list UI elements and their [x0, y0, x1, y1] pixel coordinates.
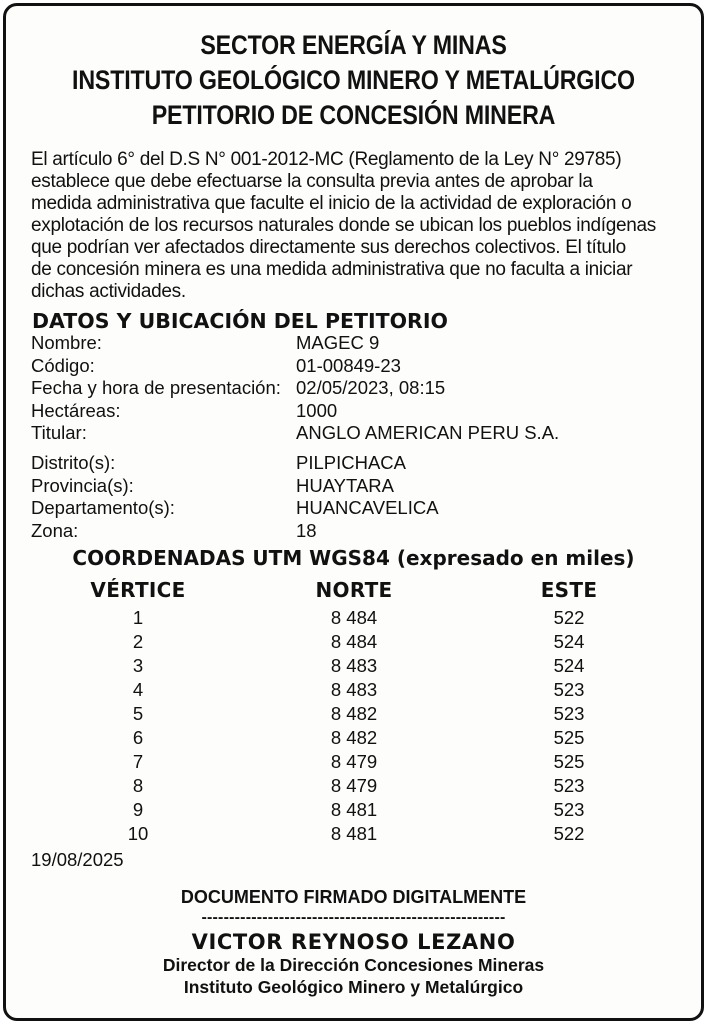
- intro-line: dichas actividades.: [31, 281, 186, 302]
- datos-row: [31, 377, 671, 400]
- document-header: [0, 28, 707, 133]
- header-sector: SECTOR ENERGÍA Y MINAS: [200, 30, 507, 60]
- north-coordinate: 8 484: [330, 607, 378, 628]
- publication-date: 19/08/2025: [31, 849, 124, 870]
- north-coordinate: 8 484: [330, 631, 378, 652]
- column-header-vertice: VÉRTICE: [90, 578, 186, 602]
- vertex-number: 7: [132, 751, 144, 772]
- signatory-institution: Instituto Geológico Minero y Metalúrgico: [183, 977, 524, 997]
- datos-label: Departamento(s):: [31, 497, 175, 518]
- coordinates-row: [31, 702, 681, 726]
- datos-label: Titular:: [31, 422, 87, 443]
- digital-signature-note: DOCUMENTO FIRMADO DIGITALMENTE: [180, 887, 527, 907]
- coordinates-table: [31, 578, 681, 846]
- datos-label: Distrito(s):: [31, 452, 116, 473]
- datos-value: 01-00849-23: [296, 354, 401, 376]
- north-coordinate: 8 481: [330, 799, 378, 820]
- vertex-number: 5: [132, 703, 144, 724]
- intro-line: establece que debe efectuarse la consulta previa antes de aprobar la: [31, 171, 593, 192]
- intro-line: El artículo 6° del D.S N° 001-2012-MC (Reglamento de la Ley N° 29785): [31, 149, 622, 170]
- coordinates-row: [31, 606, 681, 630]
- coordinates-row: [31, 678, 681, 702]
- east-coordinate: 525: [553, 751, 585, 772]
- coordinates-row: [31, 822, 681, 846]
- datos-label: Provincia(s):: [31, 474, 134, 496]
- east-coordinate: 523: [553, 679, 585, 700]
- signature-line: -------------------------------------------------------: [201, 909, 506, 926]
- datos-value: 18: [296, 519, 317, 541]
- column-header-norte: NORTE: [315, 578, 393, 602]
- vertex-number: 2: [132, 631, 144, 652]
- datos-value: ANGLO AMERICAN PERU S.A.: [296, 422, 560, 443]
- coordinates-row: [31, 630, 681, 654]
- datos-table-general: [31, 332, 671, 445]
- datos-value: 02/05/2023, 08:15: [296, 377, 446, 398]
- datos-value: PILPICHACA: [296, 452, 407, 473]
- coordinates-section-title: COORDENADAS UTM WGS84 (expresado en miles): [72, 546, 635, 570]
- header-petition-title: PETITORIO DE CONCESIÓN MINERA: [151, 100, 556, 130]
- north-coordinate: 8 482: [330, 703, 378, 724]
- intro-line: medida administrativa que faculte el inicio de la actividad de exploración o: [31, 193, 632, 214]
- vertex-number: 3: [132, 655, 144, 676]
- vertex-number: 8: [132, 775, 144, 796]
- coordinates-row: [31, 726, 681, 750]
- datos-label: Nombre:: [31, 332, 102, 353]
- datos-label: Código:: [31, 354, 95, 376]
- datos-row: [31, 332, 671, 355]
- north-coordinate: 8 481: [330, 823, 378, 844]
- column-header-este: ESTE: [540, 578, 598, 602]
- datos-table-location: [31, 452, 671, 542]
- east-coordinate: 522: [553, 823, 585, 844]
- coordinates-row: [31, 774, 681, 798]
- datos-value: 1000: [296, 399, 338, 421]
- east-coordinate: 523: [553, 703, 585, 724]
- datos-value: HUAYTARA: [296, 474, 394, 496]
- north-coordinate: 8 479: [330, 775, 378, 796]
- east-coordinate: 524: [553, 655, 585, 676]
- east-coordinate: 522: [553, 607, 585, 628]
- intro-paragraph: [31, 149, 679, 303]
- datos-value: MAGEC 9: [296, 332, 380, 353]
- east-coordinate: 524: [553, 631, 585, 652]
- datos-value: HUANCAVELICA: [296, 497, 439, 518]
- intro-line: que podrían ver afectados directamente sus derechos colectivos. El título: [31, 237, 626, 258]
- datos-row: [31, 400, 671, 423]
- vertex-number: 4: [132, 679, 144, 700]
- intro-line: de concesión minera es una medida administrativa que no faculta a iniciar: [31, 259, 633, 280]
- north-coordinate: 8 483: [330, 679, 378, 700]
- datos-row: [31, 422, 671, 445]
- east-coordinate: 523: [553, 799, 585, 820]
- datos-label: Fecha y hora de presentación:: [31, 377, 281, 398]
- coordinates-row: [31, 654, 681, 678]
- datos-section-title: DATOS Y UBICACIÓN DEL PETITORIO: [32, 309, 448, 333]
- coordinates-header-row: [31, 578, 681, 606]
- datos-label: Hectáreas:: [31, 399, 121, 421]
- north-coordinate: 8 483: [330, 655, 378, 676]
- vertex-number: 9: [132, 799, 144, 820]
- coordinates-row: [31, 750, 681, 774]
- north-coordinate: 8 479: [330, 751, 378, 772]
- vertex-number: 6: [132, 727, 144, 748]
- datos-row: [31, 475, 671, 498]
- vertex-number: 1: [132, 607, 144, 628]
- datos-row: [31, 355, 671, 378]
- signatory-role: Director de la Dirección Concesiones Mineras: [162, 955, 545, 975]
- coordinates-row: [31, 798, 681, 822]
- vertex-number: 10: [127, 823, 149, 844]
- east-coordinate: 523: [553, 775, 585, 796]
- east-coordinate: 525: [553, 727, 585, 748]
- intro-line: explotación de los recursos naturales donde se ubican los pueblos indígenas: [31, 215, 656, 236]
- datos-row: [31, 452, 671, 475]
- datos-row: [31, 520, 671, 543]
- north-coordinate: 8 482: [330, 727, 378, 748]
- datos-row: [31, 497, 671, 520]
- coordinates-rows: [31, 606, 681, 846]
- signatory-name: VICTOR REYNOSO LEZANO: [191, 930, 516, 954]
- header-institute: INSTITUTO GEOLÓGICO MINERO Y METALÚRGICO: [72, 65, 635, 95]
- datos-label: Zona:: [31, 519, 79, 541]
